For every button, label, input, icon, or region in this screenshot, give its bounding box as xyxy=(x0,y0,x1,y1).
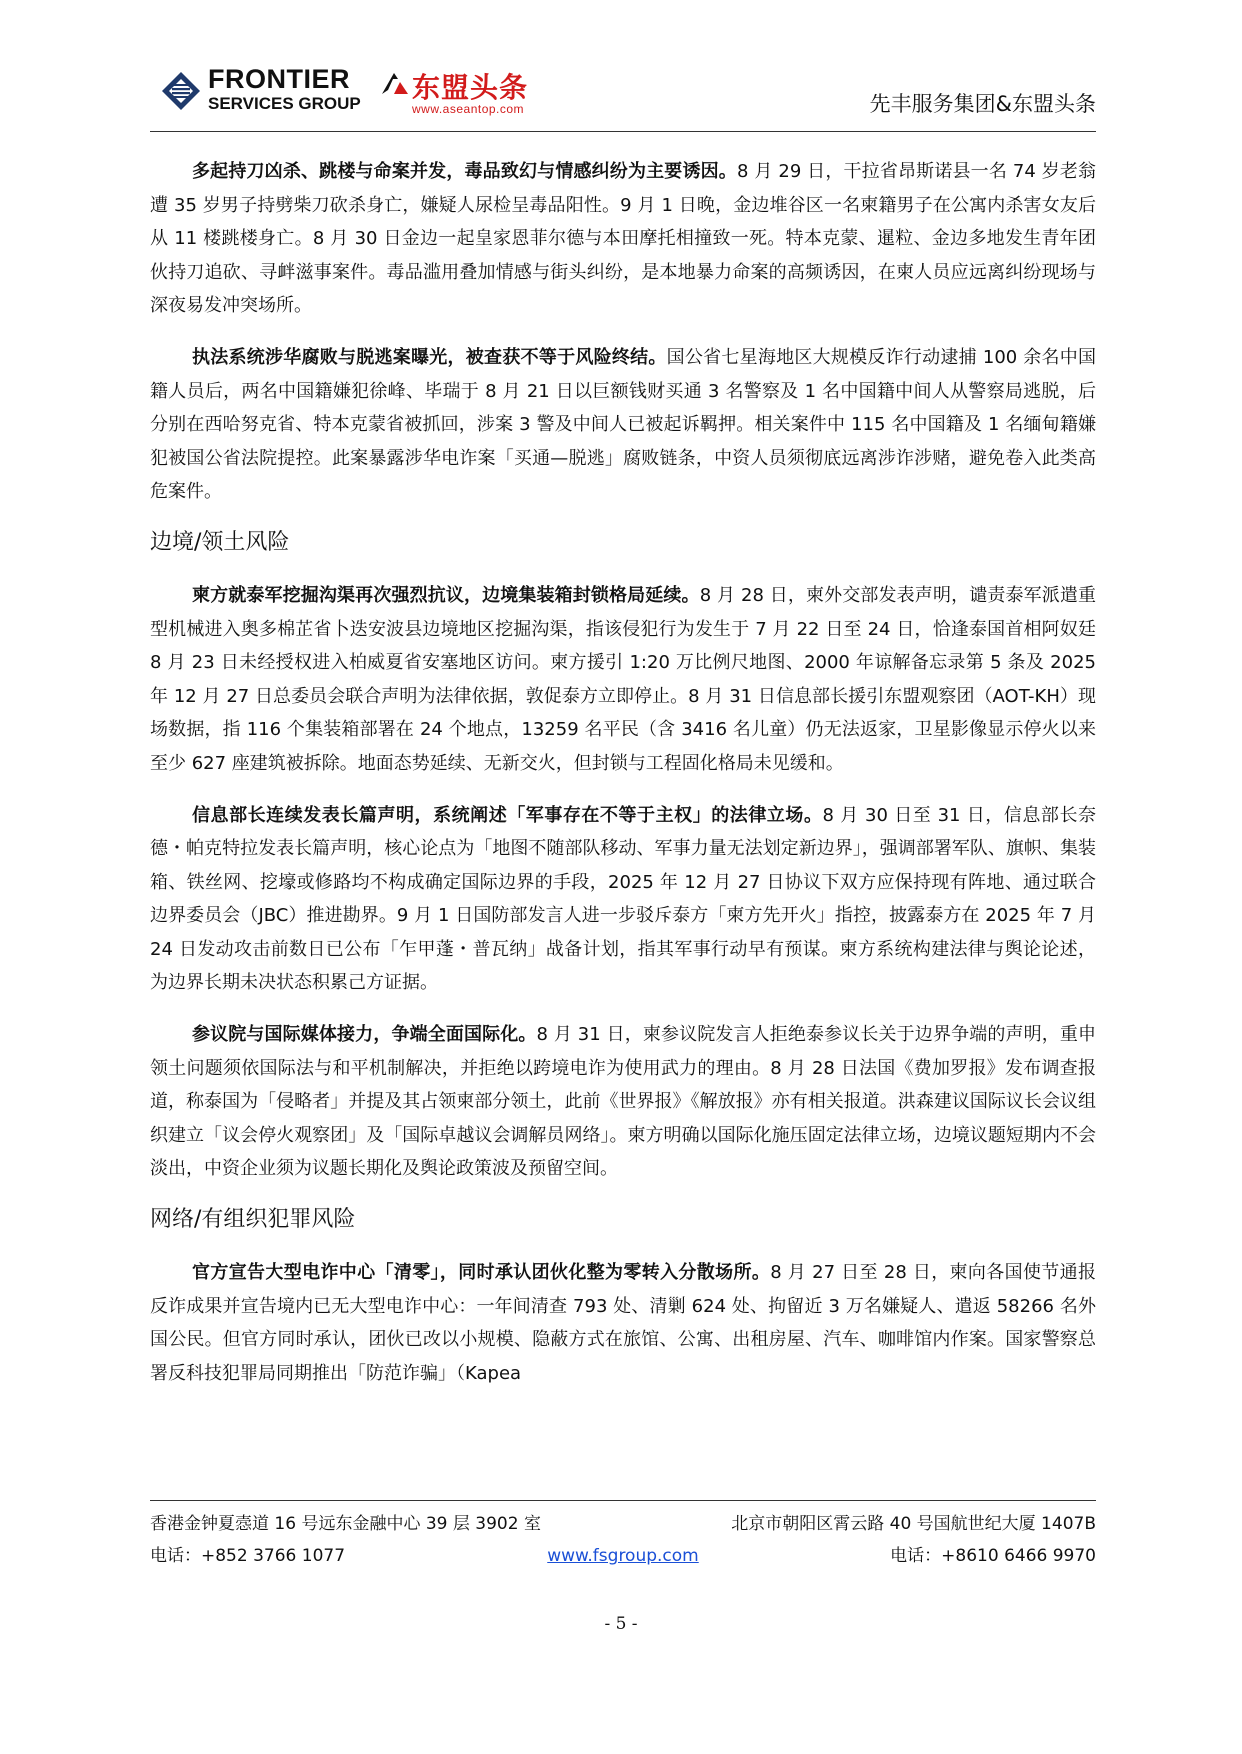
paragraph xyxy=(150,799,1096,1001)
paragraph xyxy=(150,579,1096,781)
section-heading-cyber-crime-risk: 网络/有组织犯罪风险 xyxy=(150,1207,356,1233)
paragraph xyxy=(150,1018,1096,1186)
paragraph-lead: 柬方就泰军挖掘沟渠再次强烈抗议，边境集装箱封锁格局延续。 xyxy=(192,584,700,606)
footer-phone-hk: 电话：+852 3766 1077 xyxy=(150,1546,346,1566)
paragraph-body: 8 月 31 日，柬参议院发言人拒绝泰参议长关于边界争端的声明，重申领土问题须依国际法与和平机制解决，并拒绝以跨境电诈为使用武力的理由。8 月 28 日法国《费加罗报》发布调查报道，称泰国为「侵略者」并提及其占领柬部分领土，此前《世界报》《解放报》亦有相关报道。洪森建议国际议长会议组织建立「议会停火观察团」及「国际卓越议会调解员网络」。柬方明确以国际化施压固定法律立场，边境议题短期内不会淡出，中资企业须为议题长期化及舆论政策波及预留空间。 xyxy=(150,1024,1096,1180)
header-divider xyxy=(150,131,1096,132)
footer-phone-bj: 电话：+8610 6466 9970 xyxy=(890,1546,1096,1566)
paragraph-body: 8 月 30 日至 31 日，信息部长奈德・帕克特拉发表长篇声明，核心论点为「地图不随部队移动、军事力量无法划定新边界」，强调部署军队、旗帜、集装箱、铁丝网、挖壕或修路均不构成确定国际边界的手段，2025 年 12 月 27 日协议下双方应保持现有阵地、通过联合边界委员会（JBC）推进勘界。9 月 1 日国防部发言人进一步驳斥泰方「柬方先开火」指控，披露泰方在 2025 年 7 月 24 日发动攻击前数日已公布「乍甲蓬・普瓦纳」战备计划，指其军事行动早有预谋。柬方系统构建法律与舆论论述，为边界长期未决状态积累己方证据。 xyxy=(150,804,1097,994)
section-heading-border-risk: 边境/领土风险 xyxy=(150,529,290,555)
aseantop-mark-icon xyxy=(380,70,410,96)
aseantop-logo-cn: 东盟头条 xyxy=(412,71,529,104)
paragraph-body: 国公省七星海地区大规模反诈行动逮捕 100 余名中国籍人员后，两名中国籍嫌犯徐峰、毕瑞于 8 月 21 日以巨额钱财买通 3 名警察及 1 名中国籍中间人从警察局逃脱，后分别在西哈努克省、特本克蒙省被抓回，涉案 3 警及中间人已被起诉羁押。相关案件中 115 名中国籍及 1 名缅甸籍嫌犯被国公省法院提控。此案暴露涉华电诈案「买通—脱逃」腐败链条，中资人员须彻底远离涉诈涉赌，避免卷入此类高危案件。 xyxy=(150,346,1096,503)
page-number: - 5 - xyxy=(604,1614,638,1634)
paragraph-lead: 多起持刀凶杀、跳楼与命案并发，毒品致幻与情感纠纷为主要诱因。 xyxy=(192,161,737,182)
page-header xyxy=(160,62,1096,126)
footer-address-hk: 香港金钟夏悫道 16 号远东金融中心 39 层 3902 室 xyxy=(150,1514,541,1534)
frontier-logo-line2: SERVICES GROUP xyxy=(208,94,361,113)
footer-address-bj: 北京市朝阳区霄云路 40 号国航世纪大厦 1407B xyxy=(731,1514,1096,1534)
paragraph xyxy=(150,1256,1096,1390)
paragraph-lead: 官方宣告大型电诈中心「清零」，同时承认团伙化整为零转入分散场所。 xyxy=(192,1262,771,1284)
paragraph xyxy=(150,341,1096,509)
frontier-logo-line1: FRONTIER xyxy=(208,64,350,94)
paragraph xyxy=(150,155,1096,323)
paragraph-lead: 执法系统涉华腐败与脱逃案曝光，被查获不等于风险终结。 xyxy=(192,346,667,368)
document-body xyxy=(150,155,1096,1408)
header-title: 先丰服务集团&东盟头条 xyxy=(869,92,1096,116)
frontier-logo-text xyxy=(208,66,361,112)
paragraph-body: 8 月 28 日，柬外交部发表声明，谴责泰军派遣重型机械进入奥多棉芷省卜迭安波县边境地区挖掘沟渠，指该侵犯行为发生于 7 月 22 日至 24 日，恰逢泰国首相阿奴廷 8 月 23 日未经授权进入柏威夏省安塞地区访问。柬方援引 1:20 万比例尺地图、2000 年谅解备忘录第 5 条及 2025 年 12 月 27 日总委员会联合声明为法律依据，敦促泰方立即停止。8 月 31 日信息部长援引东盟观察团（AOT-KH）现场数据，指 116 个集装箱部署在 24 个地点，13259 名平民（含 3416 名儿童）仍无法返家，卫星影像显示停火以来至少 627 座建筑被拆除。地面态势延续、无新交火，但封锁与工程固化格局未见缓和。 xyxy=(150,584,1096,774)
footer-divider xyxy=(150,1500,1096,1501)
paragraph-lead: 信息部长连续发表长篇声明，系统阐述「军事存在不等于主权」的法律立场。 xyxy=(192,804,823,826)
paragraph-body: 8 月 27 日至 28 日，柬向各国使节通报反诈成果并宣告境内已无大型电诈中心：一年间清查 793 处、清剿 624 处、拘留近 3 万名嫌疑人、遣返 58266 名外国公民。但官方同时承认，团伙已改以小规模、隐蔽方式在旅馆、公寓、出租房屋、汽车、咖啡馆内作案。国家警察总署反科技犯罪局同期推出「防范诈骗」（Kapea xyxy=(150,1262,1096,1384)
frontier-logo-icon xyxy=(160,70,202,112)
footer-website-link[interactable]: www.fsgroup.com xyxy=(547,1546,699,1566)
page-footer xyxy=(150,1508,1096,1572)
aseantop-logo-url: www.aseantop.com xyxy=(412,102,525,116)
paragraph-body: 8 月 29 日，干拉省昂斯诺县一名 74 岁老翁遭 35 岁男子持劈柴刀砍杀身亡，嫌疑人尿检呈毒品阳性。9 月 1 日晚，金边堆谷区一名柬籍男子在公寓内杀害女友后从 11 楼跳楼身亡。8 月 30 日金边一起皇家恩菲尔德与本田摩托相撞致一死。特本克蒙、暹粒、金边多地发生青年团伙持刀追砍、寻衅滋事案件。毒品滥用叠加情感与街头纠纷，是本地暴力命案的高频诱因，在柬人员应远离纠纷现场与深夜易发冲突场所。 xyxy=(150,161,1097,317)
paragraph-lead: 参议院与国际媒体接力，争端全面国际化。 xyxy=(192,1024,537,1046)
